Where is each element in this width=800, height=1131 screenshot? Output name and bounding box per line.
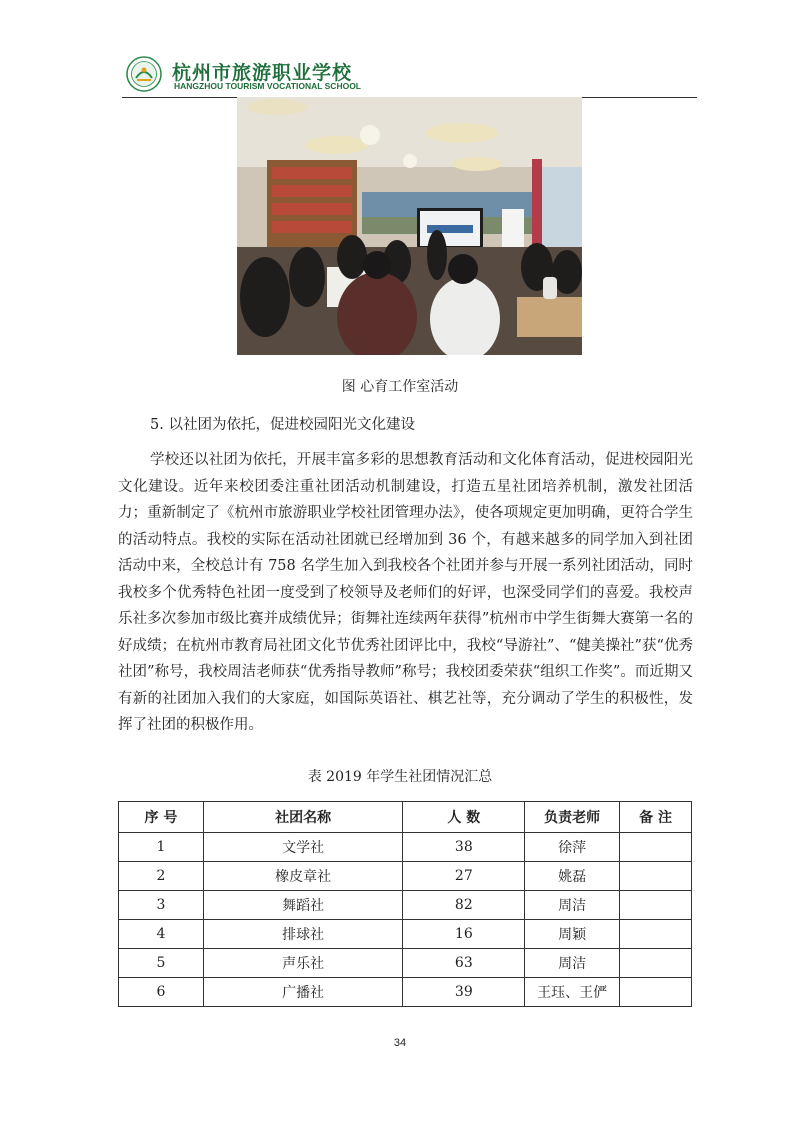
cell-club-name: 橡皮章社 (203, 862, 403, 891)
header-remarks: 备 注 (620, 802, 692, 833)
table-row (119, 833, 692, 862)
cell-teacher: 周洁 (525, 891, 620, 920)
cell-index: 5 (119, 949, 204, 978)
cell-remarks (620, 891, 692, 920)
clubs-table (118, 801, 692, 1007)
cell-member-count: 16 (403, 920, 525, 949)
cell-remarks (620, 862, 692, 891)
cell-member-count: 38 (403, 833, 525, 862)
table-row (119, 862, 692, 891)
page-header (122, 54, 697, 98)
cell-teacher: 周颖 (525, 920, 620, 949)
cell-index: 1 (119, 833, 204, 862)
cell-member-count: 39 (403, 978, 525, 1007)
table-row (119, 891, 692, 920)
cell-index: 3 (119, 891, 204, 920)
cell-remarks (620, 920, 692, 949)
header-club-name: 社团名称 (203, 802, 403, 833)
header-member-count: 人 数 (403, 802, 525, 833)
activity-photo-illustration (237, 97, 582, 355)
cell-teacher: 王珏、王俨 (525, 978, 620, 1007)
page-number: 34 (393, 1037, 407, 1049)
cell-remarks (620, 949, 692, 978)
cell-member-count: 82 (403, 891, 525, 920)
cell-member-count: 63 (403, 949, 525, 978)
school-name-cn: 杭州市旅游职业学校 (172, 62, 353, 84)
cell-club-name: 文学社 (203, 833, 403, 862)
table-caption: 表 2019 年学生社团情况汇总 (307, 769, 493, 785)
cell-index: 2 (119, 862, 204, 891)
header-teacher: 负责老师 (525, 802, 620, 833)
cell-teacher: 周洁 (525, 949, 620, 978)
cell-club-name: 排球社 (203, 920, 403, 949)
activity-photo (237, 97, 582, 355)
cell-index: 4 (119, 920, 204, 949)
cell-club-name: 声乐社 (203, 949, 403, 978)
cell-club-name: 舞蹈社 (203, 891, 403, 920)
table-row (119, 949, 692, 978)
table-header-row (119, 802, 692, 833)
table-row (119, 978, 692, 1007)
school-name-en: HANGZHOU TOURISM VOCATIONAL SCHOOL (174, 81, 361, 91)
school-logo-icon (126, 56, 162, 92)
section-heading: 5. 以社团为依托，促进校园阳光文化建设 (150, 417, 415, 433)
cell-remarks (620, 833, 692, 862)
cell-teacher: 徐萍 (525, 833, 620, 862)
table-row (119, 920, 692, 949)
cell-member-count: 27 (403, 862, 525, 891)
cell-club-name: 广播社 (203, 978, 403, 1007)
figure-caption: 图 心育工作室活动 (341, 379, 459, 395)
cell-teacher: 姚磊 (525, 862, 620, 891)
cell-index: 6 (119, 978, 204, 1007)
section-paragraph: 学校还以社团为依托，开展丰富多彩的思想教育活动和文化体育活动，促进校园阳光文化建设。近年来校团委注重社团活动机制建设，打造五星社团培养机制，激发社团活力；重新制定了《杭州市旅游职业学校社团管理办法》，使各项规定更加明确，更符合学生的活动特点。我校的实际在活动社团就已经增加到 36 个，有越来越多的同学加入到社团活动中来，全校总计有 758 名学生加入到我校各个社团并参与开展一系列社团活动，同时我校多个优秀特色社团一度受到了校领导及老师们的好评，也深受同学们的喜爱。我校声乐社多次参加市级比赛并成绩优异；街舞社连续两年获得”杭州市中学生街舞大赛第一名的好成绩；在杭州市教育局社团文化节优秀社团评比中，我校“导游社”、“健美操社”获“优秀社团”称号，我校周洁老师获“优秀指导教师”称号；我校团委荣获“组织工作奖”。而近期又有新的社团加入我们的大家庭，如国际英语社、棋艺社等，充分调动了学生的积极性，发挥了社团的积极作用。 (118, 452, 693, 733)
cell-remarks (620, 978, 692, 1007)
header-index: 序 号 (119, 802, 204, 833)
